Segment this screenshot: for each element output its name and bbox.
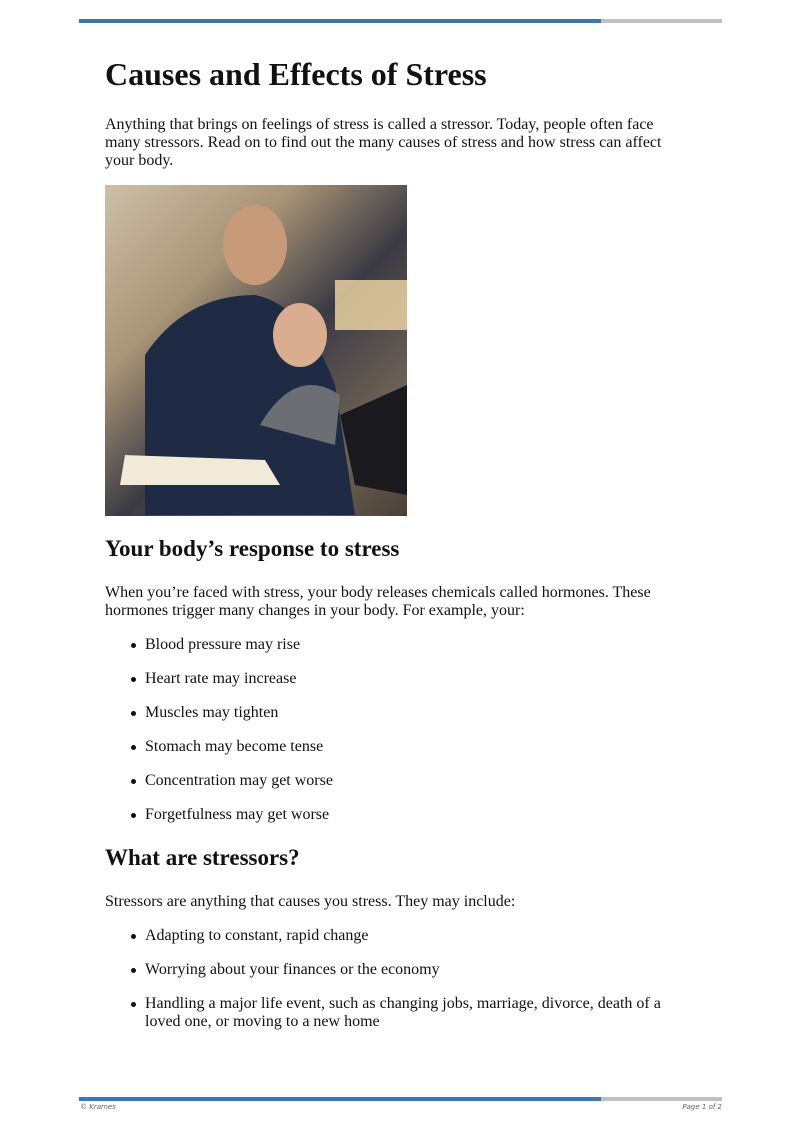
section-heading-stressors: What are stressors? [105, 845, 300, 870]
header-progress-bar [79, 19, 722, 23]
list-item: Muscles may tighten [105, 704, 685, 722]
list-item: Heart rate may increase [105, 670, 685, 688]
photo-man-with-child-at-laptop [105, 185, 407, 516]
stressors-paragraph: Stressors are anything that causes you stress. They may include: [105, 893, 516, 910]
intro-paragraph: Anything that brings on feelings of stress is called a stressor. Today, people often face many stressors. Read on to find out the many causes of stress and how stress can affect your body. [105, 116, 662, 169]
list-item: Forgetfulness may get worse [105, 806, 685, 824]
footer-progress-bar [79, 1097, 722, 1101]
list-item: Blood pressure may rise [105, 636, 685, 654]
footer-page-number: Page 1 of 2 [682, 1103, 722, 1111]
list-item: Adapting to constant, rapid change [105, 927, 685, 945]
footer-copyright: © Krames [80, 1103, 116, 1111]
section-heading-body-response: Your body’s response to stress [105, 536, 400, 561]
list-item: Stomach may become tense [105, 738, 685, 756]
list-item: Concentration may get worse [105, 772, 685, 790]
body-response-paragraph: When you’re faced with stress, your body releases chemicals called hormones. These hormones trigger many changes in your body. For example, your: [105, 584, 651, 619]
body-response-list [105, 636, 685, 840]
stressors-list [105, 927, 685, 1047]
list-item: Handling a major life event, such as changing jobs, marriage, divorce, death of a loved one, or moving to a new home [105, 995, 685, 1031]
page-title: Causes and Effects of Stress [105, 56, 487, 92]
list-item: Worrying about your finances or the economy [105, 961, 685, 979]
